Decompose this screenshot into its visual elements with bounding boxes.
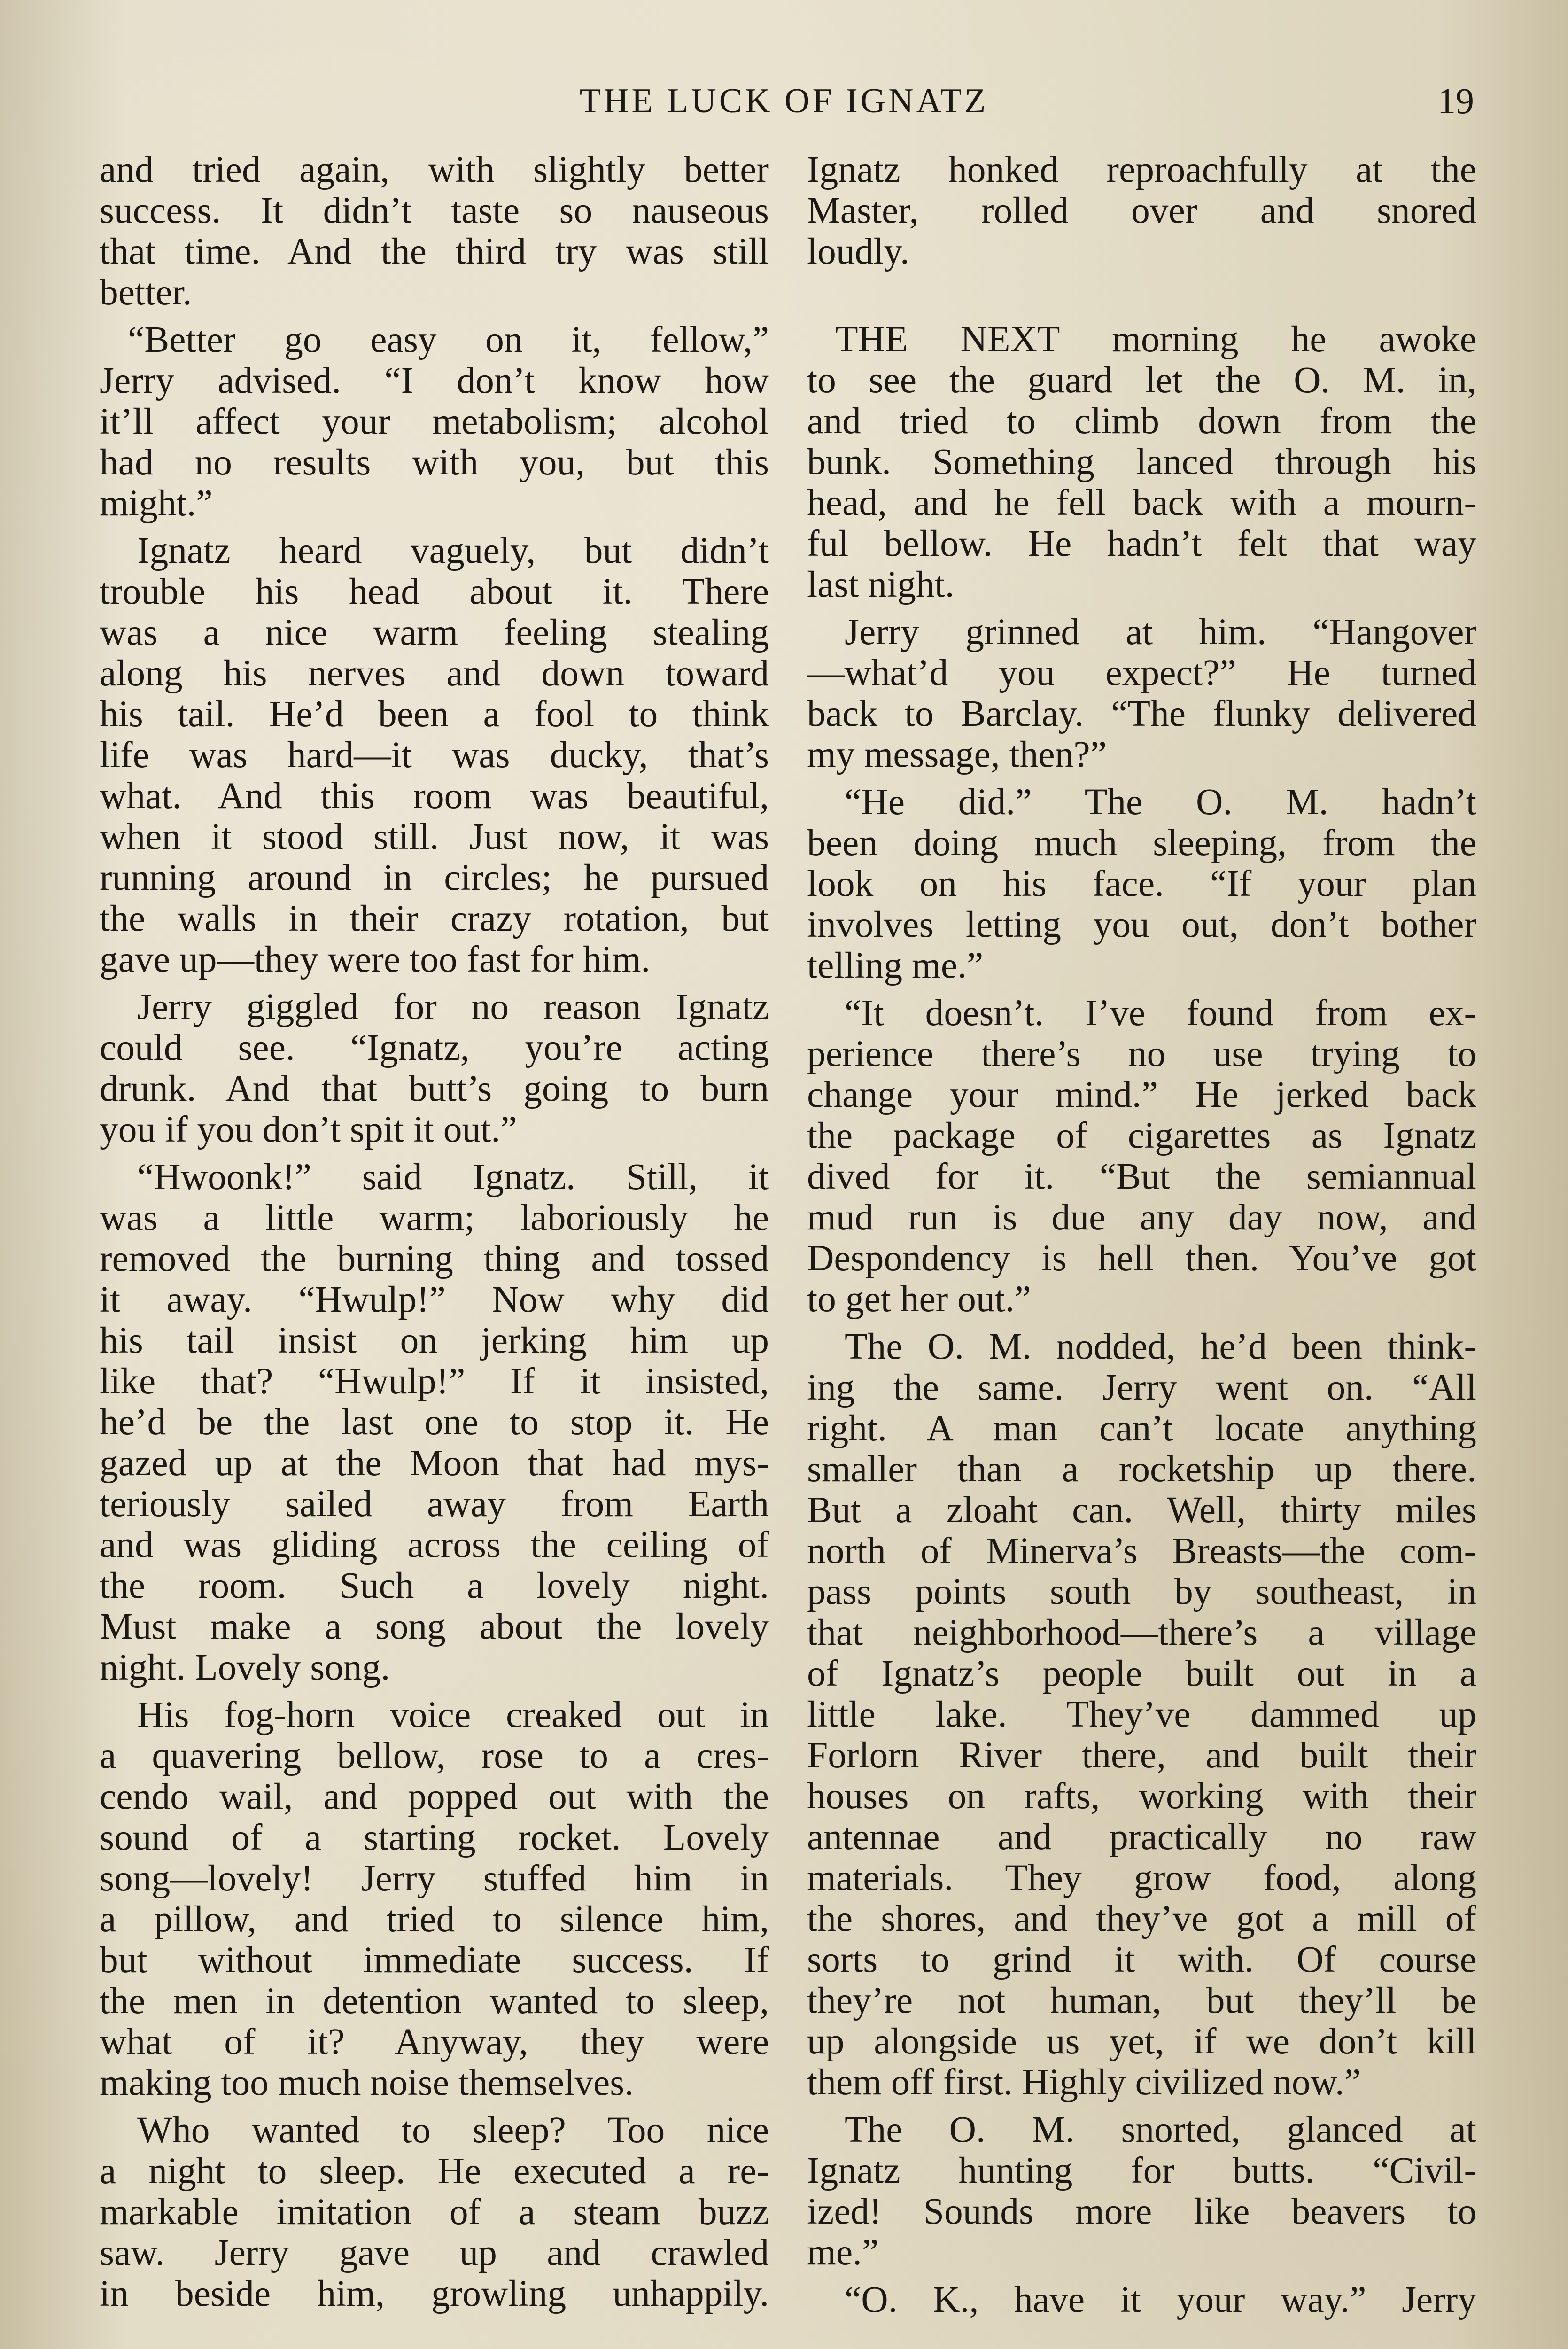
text-line: “Hwoonk!” said Ignatz. Still, it bbox=[137, 1156, 769, 1198]
text-line: sorts to grind it with. Of course bbox=[807, 1939, 1476, 1980]
page-header bbox=[0, 75, 1568, 127]
text-line: look on his face. “If your plan bbox=[807, 863, 1476, 904]
text-line: to see the guard let the O. M. in, bbox=[807, 359, 1476, 401]
text-line: houses on rafts, working with their bbox=[807, 1775, 1476, 1817]
text-line: —what’d you expect?” He turned bbox=[807, 652, 1476, 693]
text-line: a pillow, and tried to silence him, bbox=[100, 1898, 769, 1940]
text-line: Jerry advised. “I don’t know how bbox=[100, 360, 769, 401]
text-line: antennae and practically no raw bbox=[807, 1816, 1476, 1858]
text-line: they’re not human, but they’ll be bbox=[807, 1980, 1476, 2021]
text-line: was a little warm; laboriously he bbox=[100, 1197, 769, 1238]
text-line: Despondency is hell then. You’ve got bbox=[807, 1237, 1476, 1279]
text-line: what of it? Anyway, they were bbox=[100, 2021, 769, 2062]
text-line: sound of a starting rocket. Lovely bbox=[100, 1817, 769, 1858]
text-line: been doing much sleeping, from the bbox=[807, 822, 1476, 863]
text-line: that time. And the third try was still bbox=[100, 231, 769, 272]
text-line: might.” bbox=[100, 482, 213, 524]
text-line: Ignatz hunting for butts. “Civil- bbox=[807, 2150, 1476, 2191]
text-line: pass points south by southeast, in bbox=[807, 1571, 1476, 1612]
text-line: night. Lovely song. bbox=[100, 1647, 390, 1688]
text-line: “He did.” The O. M. hadn’t bbox=[845, 781, 1476, 823]
text-line: Jerry giggled for no reason Ignatz bbox=[137, 986, 769, 1027]
text-line: could see. “Ignatz, you’re acting bbox=[100, 1027, 769, 1068]
text-line: loudly. bbox=[807, 231, 909, 272]
text-line: them off first. Highly civilized now.” bbox=[807, 2061, 1361, 2103]
text-line: and was gliding across the ceiling of bbox=[100, 1524, 769, 1565]
text-line: Master, rolled over and snored bbox=[807, 190, 1476, 231]
text-line: markable imitation of a steam buzz bbox=[100, 2191, 769, 2232]
text-line: it’ll affect your metabolism; alcohol bbox=[100, 401, 769, 442]
text-line: Must make a song about the lovely bbox=[100, 1606, 769, 1647]
text-line: last night. bbox=[807, 564, 955, 605]
text-line: success. It didn’t taste so nauseous bbox=[100, 190, 769, 231]
text-line: you if you don’t spit it out.” bbox=[100, 1109, 517, 1150]
text-line: change your mind.” He jerked back bbox=[807, 1074, 1476, 1115]
text-line: bunk. Something lanced through his bbox=[807, 441, 1476, 482]
text-line: his tail insist on jerking him up bbox=[100, 1320, 769, 1361]
text-line: had no results with you, but this bbox=[100, 442, 769, 483]
left-text-column bbox=[100, 149, 769, 2314]
text-line: The O. M. nodded, he’d been think- bbox=[845, 1326, 1476, 1367]
text-line: involves letting you out, don’t bother bbox=[807, 904, 1476, 945]
text-line: a night to sleep. He executed a re- bbox=[100, 2150, 769, 2192]
text-line: the room. Such a lovely night. bbox=[100, 1565, 769, 1606]
text-line: gave up—they were too fast for him. bbox=[100, 939, 651, 980]
right-text-column bbox=[807, 149, 1476, 2320]
text-line: it away. “Hwulp!” Now why did bbox=[100, 1279, 769, 1320]
text-line: Ignatz heard vaguely, but didn’t bbox=[137, 530, 769, 571]
text-line: dived for it. “But the semiannual bbox=[807, 1156, 1476, 1197]
text-line: cendo wail, and popped out with the bbox=[100, 1776, 769, 1817]
text-line: “O. K., have it your way.” Jerry bbox=[845, 2279, 1476, 2320]
text-line: But a zloaht can. Well, thirty miles bbox=[807, 1489, 1476, 1531]
text-line: me.” bbox=[807, 2232, 879, 2273]
text-line: song—lovely! Jerry stuffed him in bbox=[100, 1858, 769, 1899]
text-line: running around in circles; he pursued bbox=[100, 857, 769, 898]
text-line: Who wanted to sleep? Too nice bbox=[137, 2109, 769, 2151]
text-line: north of Minerva’s Breasts—the com- bbox=[807, 1530, 1476, 1571]
page-number: 19 bbox=[1437, 80, 1474, 121]
text-line: saw. Jerry gave up and crawled bbox=[100, 2232, 769, 2273]
text-line: up alongside us yet, if we don’t kill bbox=[807, 2021, 1476, 2062]
text-line: life was hard—it was ducky, that’s bbox=[100, 734, 769, 776]
text-line: that neighborhood—there’s a village bbox=[807, 1612, 1476, 1653]
text-line: mud run is due any day now, and bbox=[807, 1197, 1476, 1238]
text-line: the walls in their crazy rotation, but bbox=[100, 898, 769, 939]
text-line: the package of cigarettes as Ignatz bbox=[807, 1115, 1476, 1156]
running-title: THE LUCK OF IGNATZ bbox=[579, 82, 989, 120]
text-line: trouble his head about it. There bbox=[100, 571, 769, 612]
text-line: the men in detention wanted to sleep, bbox=[100, 1980, 769, 2022]
text-line: telling me.” bbox=[807, 945, 984, 986]
text-line: like that? “Hwulp!” If it insisted, bbox=[100, 1361, 769, 1402]
text-line: and tried again, with slightly better bbox=[100, 149, 769, 190]
text-line: when it stood still. Just now, it was bbox=[100, 816, 769, 857]
text-line: along his nerves and down toward bbox=[100, 653, 769, 694]
text-line: ing the same. Jerry went on. “All bbox=[807, 1367, 1476, 1408]
text-line: Ignatz honked reproachfully at the bbox=[807, 149, 1476, 190]
text-line: The O. M. snorted, glanced at bbox=[845, 2109, 1476, 2150]
text-line: removed the burning thing and tossed bbox=[100, 1238, 769, 1279]
text-line: and tried to climb down from the bbox=[807, 400, 1476, 442]
text-line: better. bbox=[100, 272, 192, 313]
text-line: a quavering bellow, rose to a cres- bbox=[100, 1735, 769, 1776]
text-line: perience there’s no use trying to bbox=[807, 1033, 1476, 1074]
text-line: “It doesn’t. I’ve found from ex- bbox=[845, 992, 1476, 1034]
text-line: drunk. And that butt’s going to burn bbox=[100, 1068, 769, 1109]
text-line: right. A man can’t locate anything bbox=[807, 1408, 1476, 1449]
text-line: what. And this room was beautiful, bbox=[100, 775, 769, 817]
text-line: smaller than a rocketship up there. bbox=[807, 1448, 1476, 1490]
text-line: the shores, and they’ve got a mill of bbox=[807, 1898, 1476, 1939]
text-line: to get her out.” bbox=[807, 1278, 1031, 1320]
text-line: head, and he fell back with a mourn- bbox=[807, 482, 1476, 523]
text-line: materials. They grow food, along bbox=[807, 1857, 1476, 1898]
text-line: gazed up at the Moon that had mys- bbox=[100, 1442, 769, 1484]
text-line: back to Barclay. “The flunky delivered bbox=[807, 693, 1476, 734]
text-line: was a nice warm feeling stealing bbox=[100, 612, 769, 653]
text-line: but without immediate success. If bbox=[100, 1939, 769, 1981]
text-line: little lake. They’ve dammed up bbox=[807, 1694, 1476, 1735]
text-line: of Ignatz’s people built out in a bbox=[807, 1653, 1476, 1694]
text-line: my message, then?” bbox=[807, 734, 1107, 775]
text-line: “Better go easy on it, fellow,” bbox=[128, 319, 769, 360]
text-line: ful bellow. He hadn’t felt that way bbox=[807, 523, 1476, 564]
text-line: teriously sailed away from Earth bbox=[100, 1483, 769, 1525]
text-line: Jerry grinned at him. “Hangover bbox=[845, 611, 1476, 653]
text-line: he’d be the last one to stop it. He bbox=[100, 1401, 769, 1443]
text-line: ized! Sounds more like beavers to bbox=[807, 2191, 1476, 2232]
section-opening-line: THE NEXT morning he awoke bbox=[835, 319, 1476, 360]
text-line: His fog-horn voice creaked out in bbox=[137, 1694, 769, 1735]
text-line: making too much noise themselves. bbox=[100, 2062, 634, 2103]
text-line: his tail. He’d been a fool to think bbox=[100, 693, 769, 735]
text-line: Forlorn River there, and built their bbox=[807, 1735, 1476, 1776]
text-line: in beside him, growling unhappily. bbox=[100, 2273, 769, 2314]
